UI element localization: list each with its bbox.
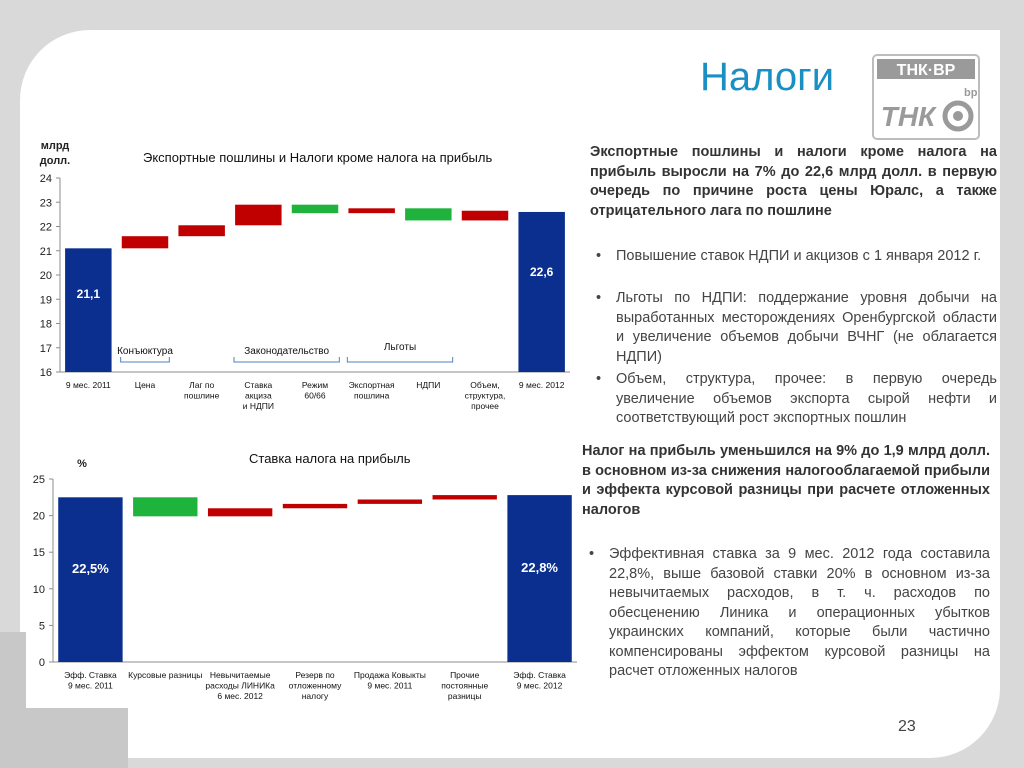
logo-text-top: ТНК·ВР (896, 62, 956, 79)
category-label: Продажа Ковыкты (353, 670, 426, 680)
group-label: Льготы (383, 342, 417, 353)
category-label: прочее (471, 401, 499, 411)
category-label: Курсовые разницы (128, 670, 203, 680)
y-tick-label: 17 (39, 342, 52, 355)
y-tick-label: 22 (39, 221, 52, 234)
bar-total (518, 212, 564, 372)
bar-increase (348, 208, 394, 213)
y-tick-label: 5 (38, 620, 45, 633)
y-tick-label: 21 (39, 245, 52, 258)
group-bracket (234, 357, 339, 362)
category-label: Прочие (450, 670, 480, 680)
category-label: налогу (301, 691, 329, 701)
category-label: Резерв по (295, 670, 335, 680)
bar-decrease (292, 205, 338, 213)
bar-increase (433, 495, 497, 499)
bar-decrease (133, 497, 197, 516)
y-tick-label: 20 (32, 510, 45, 523)
summary-heading-1: Экспортные пошлины и налоги кроме налога на прибыль выросли на 7% до 22,6 млрд долл. в первую очередь по причине роста цены Юралс, а также отрицательного лага по пошлине (590, 144, 997, 219)
category-label: 9 мес. 2012 (518, 380, 565, 390)
logo-bp: bp (964, 87, 978, 99)
category-label: постоянные (441, 680, 489, 691)
category-label: Эфф. Ставка (64, 670, 117, 680)
y-tick-label: 24 (39, 173, 52, 185)
y-tick-label: 16 (39, 367, 52, 379)
category-label: НДПИ (416, 380, 441, 390)
category-label: Режим (301, 380, 329, 390)
category-label: 9 мес. 2012 (516, 680, 563, 691)
bullet-3: • Объем, структура, прочее: в первую очередь увеличение объемов экспорта сырой нефти и соответствующий рост экспортных пошлин (596, 371, 997, 426)
category-label: акциза (244, 390, 272, 401)
y-tick-label: 0 (38, 657, 45, 669)
category-label: и НДПИ (242, 401, 274, 411)
category-label: расходы ЛИНИКа (205, 680, 275, 691)
page-title: Налоги (700, 55, 835, 99)
y-tick-label: 10 (32, 583, 45, 596)
data-label: 22,5% (71, 561, 109, 577)
bullet-1: • Повышение ставок НДПИ и акцизов с 1 января 2012 г. (596, 248, 982, 264)
chart1-title: Экспортные пошлины и Налоги кроме налога на прибыль (143, 150, 493, 165)
category-label: пошлина (354, 390, 390, 401)
data-label: 22,8% (521, 559, 559, 575)
group-label: Конъюктура (117, 346, 173, 357)
category-label: разницы (447, 691, 482, 701)
page-number: 23 (898, 718, 916, 735)
bar-decrease (405, 208, 451, 220)
company-logo (872, 54, 980, 140)
chart2-title: Ставка налога на прибыль (249, 451, 411, 466)
bar-total (507, 495, 571, 662)
data-label: 22,6 (529, 264, 554, 279)
category-label: Экспортная (348, 380, 395, 390)
y-tick-label: 23 (39, 197, 52, 210)
y-tick-label: 25 (32, 474, 45, 486)
y-tick-label: 19 (39, 294, 52, 307)
category-label: 9 мес. 2011 (65, 380, 111, 390)
bullet-2: • Льготы по НДПИ: поддержание уровня добычи на выработанных месторождениях Оренбургской области и увеличение объемов добычи ВЧНГ (не облагается НДПИ) (596, 290, 997, 365)
summary-heading-2: Налог на прибыль уменьшился на 9% до 1,9 млрд долл. в основном из-за снижения налогооблагаемой прибыли и эффекта курсовой разницы при расчете отложенных налогов (582, 443, 990, 518)
bar-increase (283, 504, 347, 508)
y-tick-label: 20 (39, 270, 52, 282)
category-label: отложенному (288, 680, 342, 691)
category-label: Ставка (244, 380, 273, 390)
bar-increase (178, 225, 224, 236)
category-label: 9 мес. 2011 (67, 680, 113, 691)
chart2 (20, 465, 580, 720)
bar-increase (462, 211, 508, 221)
category-label: Объем, (470, 380, 500, 390)
category-label: структура, (464, 390, 506, 401)
group-label: Законодательство (244, 346, 330, 357)
logo-mark: ТНК (880, 101, 936, 132)
group-bracket (121, 357, 170, 362)
bar-total (65, 248, 111, 372)
category-label: 6 мес. 2012 (217, 691, 263, 701)
category-label: Невычитаемые (209, 670, 271, 680)
chart1-ylabel: млрд долл. (39, 140, 71, 167)
y-tick-label: 15 (32, 547, 45, 560)
data-label: 21,1 (76, 286, 101, 301)
category-label: Эфф. Ставка (513, 670, 566, 680)
chart1 (20, 160, 580, 430)
category-label: 9 мес. 2011 (367, 680, 413, 691)
bar-increase (358, 499, 422, 503)
bullet-4: • Эффективная ставка за 9 мес. 2012 года составила 22,8%, выше базовой ставки 20% в основном из-за невычитаемых расходов, в т. ч. расходов по обесценению Линика и операционных убытков украинских компаний, которые были частично компенсированы эффектом курсовой разницы на расчет отложенных налогов (589, 546, 990, 679)
bar-total (58, 497, 122, 662)
category-label: Лаг по (189, 380, 215, 390)
bar-increase (235, 205, 281, 226)
y-tick-label: 18 (39, 318, 52, 331)
bar-increase (122, 236, 168, 248)
chart2-ylabel: % (77, 458, 87, 470)
category-label: 60/66 (304, 390, 326, 401)
group-bracket (347, 357, 452, 362)
category-label: Цена (134, 380, 156, 390)
bar-increase (208, 508, 272, 516)
category-label: пошлине (184, 390, 220, 401)
